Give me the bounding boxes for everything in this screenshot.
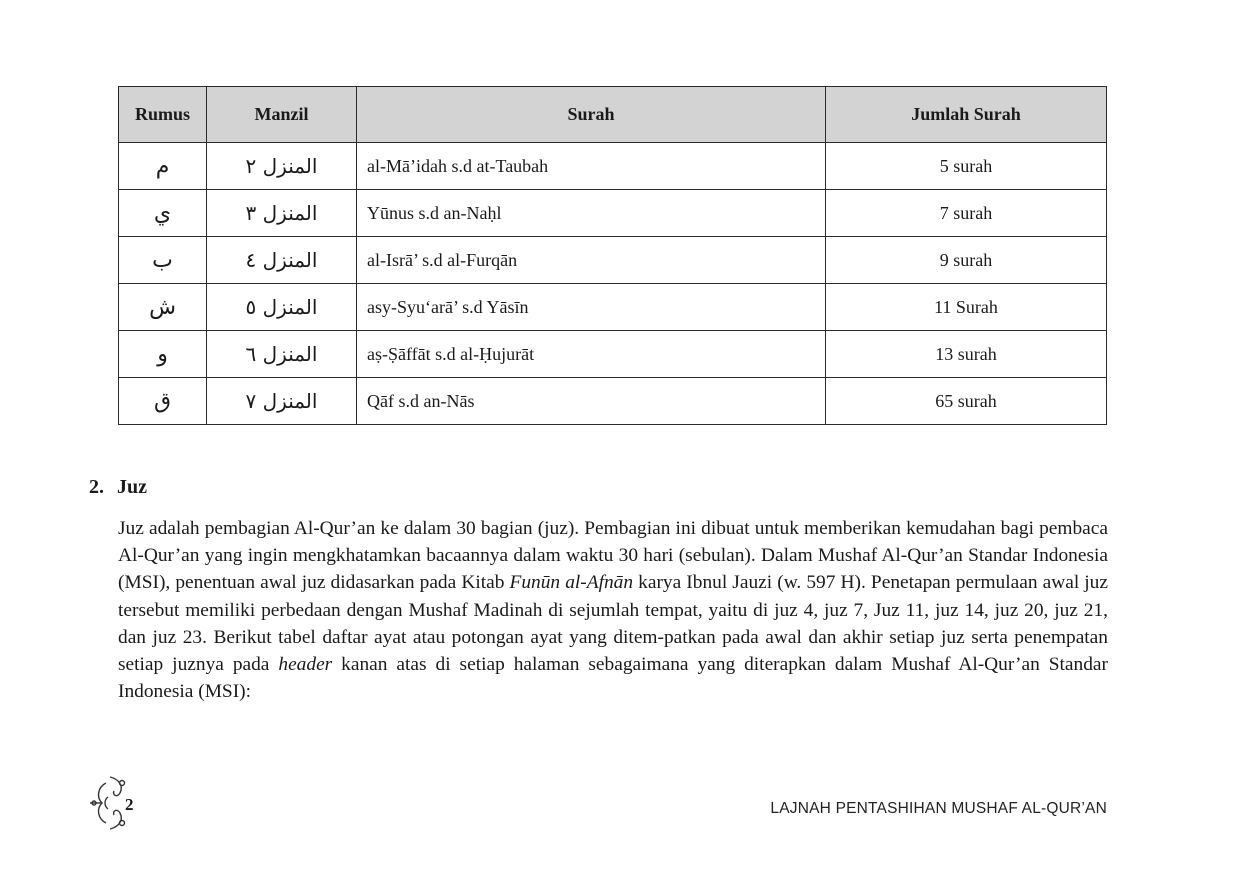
rumus-cell: و <box>119 331 207 378</box>
header-surah: Surah <box>357 87 826 143</box>
jumlah-cell: 13 surah <box>826 331 1107 378</box>
paragraph-text: karya Ibnul Jauzi (w. 597 H). Penetapan permulaan awal juz tersebut memiliki perbedaan dengan Mushaf Madinah di sejumlah tempat, yaitu di juz 4, juz 7, Juz 11, juz 14, juz 20, juz 21, dan juz 23. Berikut tabel daftar ayat atau potongan ayat yang ditem-patkan pada awal dan akhir setiap juz serta penempatan setiap juznya pada <box>118 572 1108 676</box>
manzil-cell: المنزل ٧ <box>207 378 357 425</box>
rumus-cell: ق <box>119 378 207 425</box>
table-header-row <box>119 87 1107 143</box>
table-row <box>119 143 1107 190</box>
surah-cell: asy-Syu‘arā’ s.d Yāsīn <box>357 284 826 331</box>
surah-cell: Yūnus s.d an-Naḥl <box>357 190 826 237</box>
section-paragraph <box>118 515 1108 705</box>
jumlah-cell: 65 surah <box>826 378 1107 425</box>
jumlah-cell: 11 Surah <box>826 284 1107 331</box>
paragraph-text: Juz adalah pembagian Al-Qur’an ke dalam 30 bagian (juz). Pembagian ini dibuat untuk memberikan kemudahan bagi pembaca Al-Qur’an yang ingin mengkhatamkan bacaannya dalam waktu 30 hari (sebulan). Dalam Mushaf Al-Qur’an Standar Indonesia (MSI), penentuan awal juz didasarkan pada Kitab <box>118 518 1108 594</box>
table-row <box>119 284 1107 331</box>
surah-cell: al-Isrā’ s.d al-Furqān <box>357 237 826 284</box>
rumus-cell: م <box>119 143 207 190</box>
page-number: 2 <box>125 795 134 814</box>
manzil-cell: المنزل ٥ <box>207 284 357 331</box>
surah-cell: aṣ-Ṣāffāt s.d al-Ḥujurāt <box>357 331 826 378</box>
surah-cell: al-Mā’idah s.d at-Taubah <box>357 143 826 190</box>
section-number: 2. <box>89 476 104 498</box>
paragraph-text: kanan atas di setiap halaman sebagaimana yang diterapkan dalam Mushaf Al-Qur’an Standar Indonesia (MSI): <box>118 654 1108 703</box>
header-jumlah-surah: Jumlah Surah <box>826 87 1107 143</box>
manzil-cell: المنزل ٦ <box>207 331 357 378</box>
rumus-cell: ب <box>119 237 207 284</box>
rumus-cell: ي <box>119 190 207 237</box>
table-row <box>119 237 1107 284</box>
rumus-cell: ش <box>119 284 207 331</box>
manzil-cell: المنزل ٢ <box>207 143 357 190</box>
surah-cell: Qāf s.d an-Nās <box>357 378 826 425</box>
paragraph-italic-term: header <box>278 654 333 676</box>
section-title: Juz <box>117 476 147 498</box>
jumlah-cell: 7 surah <box>826 190 1107 237</box>
table-row <box>119 190 1107 237</box>
manzil-cell: المنزل ٤ <box>207 237 357 284</box>
header-rumus: Rumus <box>119 87 207 143</box>
manzil-table <box>118 86 1107 425</box>
paragraph-italic-term: Funūn al-Afnān <box>509 572 634 594</box>
manzil-cell: المنزل ٣ <box>207 190 357 237</box>
jumlah-cell: 5 surah <box>826 143 1107 190</box>
header-manzil: Manzil <box>207 87 357 143</box>
section-heading <box>89 476 1109 504</box>
juz-section <box>89 476 1109 725</box>
jumlah-cell: 9 surah <box>826 237 1107 284</box>
table-row <box>119 378 1107 425</box>
footer-title: LAJNAH PENTASHIHAN MUSHAF AL-QUR’AN <box>770 800 1107 817</box>
table-row <box>119 331 1107 378</box>
